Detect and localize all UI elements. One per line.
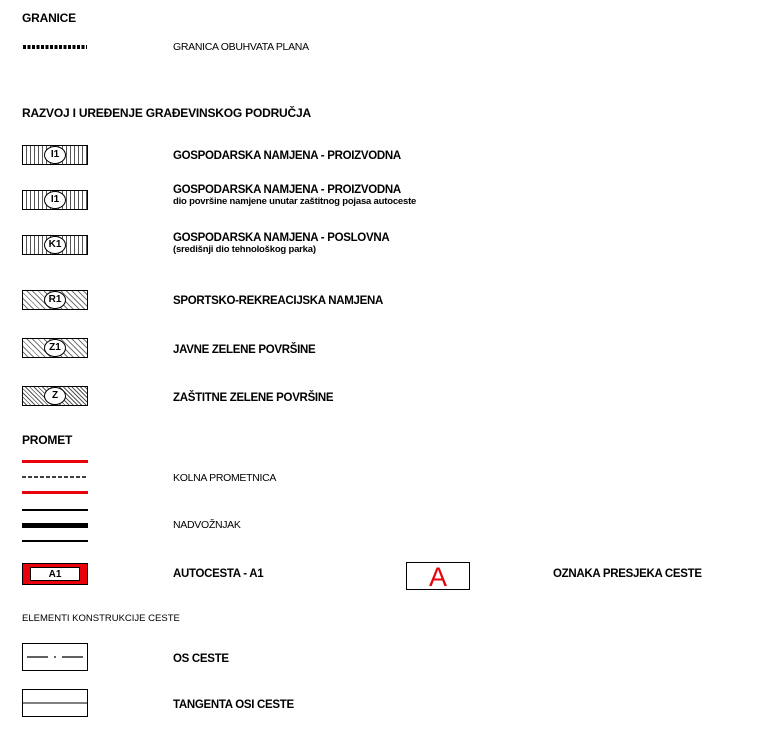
- badge-i1-zone: I1: [44, 191, 66, 209]
- plan-boundary-symbol: [22, 36, 88, 58]
- label-i1-zone: [173, 184, 416, 208]
- label-autocesta: AUTOCESTA - A1: [173, 568, 264, 580]
- label-i1-zone-sub: dio površine namjene unutar zaštitnog pojasa autoceste: [173, 196, 417, 207]
- label-r1: SPORTSKO-REKREACIJSKA NAMJENA: [173, 295, 384, 307]
- badge-z: Z: [44, 387, 66, 405]
- section-promet: PROMET: [22, 433, 73, 447]
- label-presjek: OZNAKA PRESJEKA CESTE: [553, 568, 702, 580]
- badge-r1: R1: [44, 291, 66, 309]
- section-mark-symbol: A: [406, 562, 470, 590]
- road-symbol: [22, 460, 88, 494]
- label-granica: GRANICA OBUHVATA PLANA: [173, 41, 309, 53]
- label-tangenta: TANGENTA OSI CESTE: [173, 699, 294, 711]
- label-z: ZAŠTITNE ZELENE POVRŠINE: [173, 392, 334, 404]
- tangent-symbol: [22, 689, 88, 717]
- section-razvoj: RAZVOJ I UREĐENJE GRAĐEVINSKOG PODRUČJA: [22, 106, 311, 120]
- motorway-symbol: [22, 563, 88, 585]
- symbol-i1: [22, 145, 88, 165]
- overpass-symbol: [22, 509, 88, 543]
- badge-z1: Z1: [44, 339, 66, 357]
- label-i1: GOSPODARSKA NAMJENA - PROIZVODNA: [173, 150, 401, 162]
- badge-k1: K1: [44, 236, 66, 254]
- label-k1-main: GOSPODARSKA NAMJENA - POSLOVNA: [173, 232, 390, 244]
- section-granice: GRANICE: [22, 11, 76, 25]
- motorway-badge: A1: [30, 567, 80, 581]
- symbol-z1: [22, 338, 88, 358]
- label-k1: [173, 232, 389, 256]
- label-nadvoznjak: NADVOŽNJAK: [173, 519, 241, 531]
- label-i1-zone-main: GOSPODARSKA NAMJENA - PROIZVODNA: [173, 184, 401, 196]
- symbol-k1: [22, 235, 88, 255]
- symbol-z: [22, 386, 88, 406]
- label-os: OS CESTE: [173, 653, 229, 665]
- badge-i1: I1: [44, 146, 66, 164]
- label-kolna: KOLNA PROMETNICA: [173, 472, 277, 484]
- symbol-i1-zone: [22, 190, 88, 210]
- symbol-r1: [22, 290, 88, 310]
- road-axis-symbol: [22, 643, 88, 671]
- section-elementi: ELEMENTI KONSTRUKCIJE CESTE: [22, 613, 180, 624]
- label-k1-sub: (središnji dio tehnološkog parka): [173, 244, 316, 255]
- label-z1: JAVNE ZELENE POVRŠINE: [173, 344, 316, 356]
